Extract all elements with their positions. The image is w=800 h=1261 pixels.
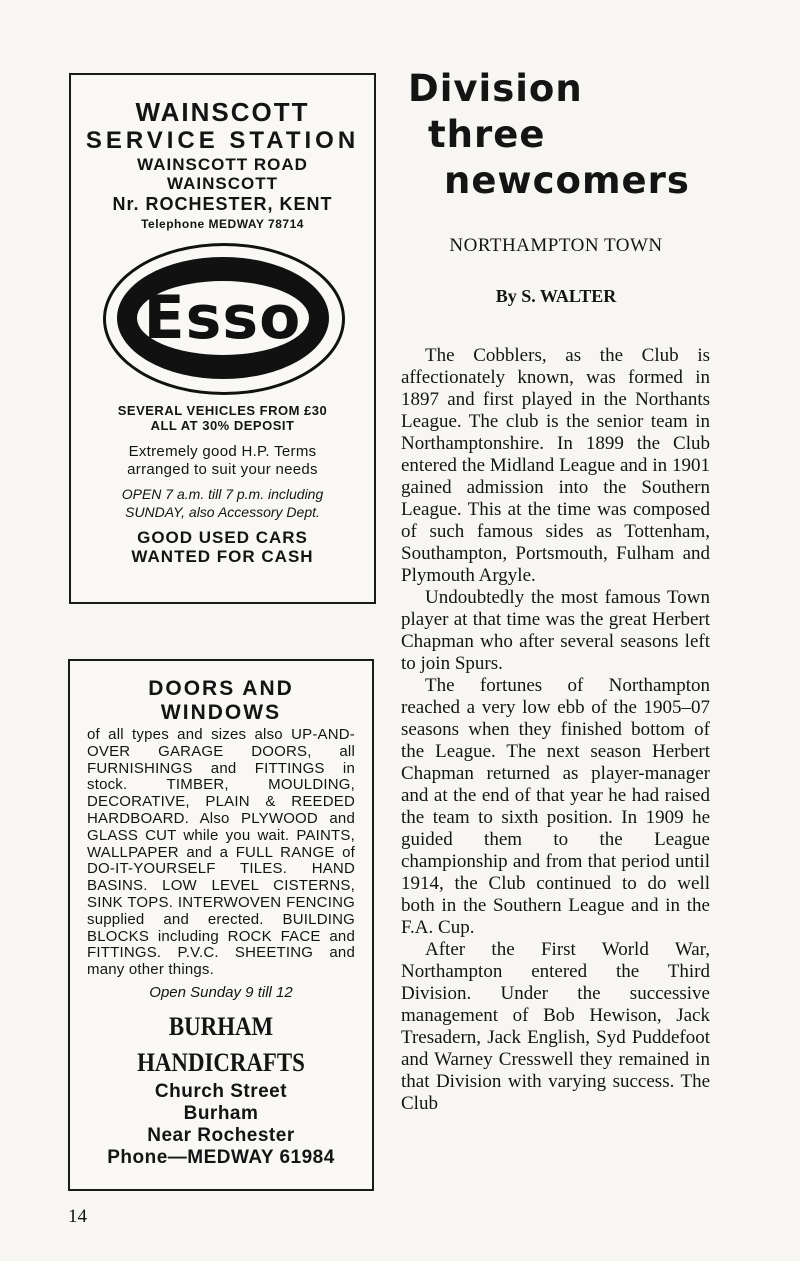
author-byline: By S. WALTER (495, 286, 617, 306)
esso-advertisement (69, 73, 376, 604)
address-line: WAINSCOTT ROAD (137, 155, 308, 174)
headline-line: Division (408, 67, 583, 110)
article-body (401, 345, 710, 1115)
cash-line: WANTED FOR CASH (131, 547, 314, 566)
street-address: Church Street (154, 1080, 288, 1102)
page-number: 14 (68, 1206, 87, 1227)
title-line: DOORS AND (148, 677, 294, 700)
telephone-number: Telephone MEDWAY 78714 (141, 217, 304, 231)
offer-line: ALL AT 30% DEPOSIT (150, 418, 295, 433)
hp-terms (71, 443, 374, 479)
article-paragraph: After the First World War, Northampton entered the Third Division. Under the successive management of Bob Hewison, Jack Tresadern, Jack English, Syd Puddefoot and Warney Cresswell they remained in that Division with varying success. The Club (401, 939, 710, 1114)
hp-line: arranged to suit your needs (127, 461, 318, 478)
article-headline (408, 66, 728, 204)
address-line: Nr. ROCHESTER, KENT (112, 194, 333, 214)
esso-logo (103, 243, 343, 393)
opening-hours: Open Sunday 9 till 12 (149, 983, 293, 1001)
esso-logo-text: Esso (143, 283, 302, 353)
business-name: BURHAM HANDICRAFTS (137, 1011, 305, 1077)
ad-title (70, 677, 372, 725)
hp-line: Extremely good H.P. Terms (128, 443, 317, 460)
burham-advertisement (68, 659, 374, 1191)
phone-number: Phone—MEDWAY 61984 (107, 1146, 335, 1168)
article-paragraph: Undoubtedly the most famous Town player at that time was the great Herbert Chapman who after several seasons left to join Spurs. (401, 587, 710, 674)
town: Burham (183, 1102, 259, 1124)
ad-title: WAINSCOTT (135, 97, 310, 127)
address-line: WAINSCOTT (167, 174, 278, 193)
headline-line: three (428, 113, 546, 156)
vehicle-offer (71, 403, 374, 433)
ad-subtitle: SERVICE STATION (85, 127, 360, 154)
offer-line: SEVERAL VEHICLES FROM £30 (117, 403, 328, 418)
cash-line: GOOD USED CARS (137, 528, 308, 547)
title-line: WINDOWS (160, 701, 282, 724)
headline-line: newcomers (444, 159, 690, 202)
opening-hours (71, 485, 374, 521)
hours-line: SUNDAY, also Accessory Dept. (125, 504, 320, 520)
used-cars-wanted (71, 528, 374, 566)
near-location: Near Rochester (147, 1124, 295, 1146)
ad-body-text: of all types and sizes also UP-AND-OVER GARAGE DOORS, all FURNISHINGS and FITTINGS in stock. TIMBER, MOULDING, DECORATIVE, PLAIN & REEDED HARDBOARD. Also PLYWOOD and GLASS CUT while you wait. PAINTS, WALLPAPER and a FULL RANGE of DO-IT-YOURSELF TILES. HAND BASINS. LOW LEVEL CISTERNS, SINK TOPS. INTERWOVEN FENCING supplied and erected. BUILDING BLOCKS including ROCK FACE and FITTINGS. P.V.C. SHEETING and many other things. (87, 726, 355, 979)
article-paragraph: The Cobblers, as the Club is affectionately known, was formed in 1897 and first played in the Northants League. The club is the senior team in Northamptonshire. In 1899 the Club entered the Midland League and in 1901 gained admission into the Southern League. This at the time was composed of such famous sides as Tottenham, Southampton, Portsmouth, Fulham and Plymouth Argyle. (401, 345, 710, 586)
hours-line: OPEN 7 a.m. till 7 p.m. including (121, 486, 324, 502)
team-name: NORTHAMPTON TOWN (449, 235, 663, 256)
article-paragraph: The fortunes of Northampton reached a very low ebb of the 1905–07 seasons when they finished bottom of the League. The next season Herbert Chapman returned as player-manager and at the end of that year he had raised the team to sixth position. In 1909 he guided them to the League championship and from that period until 1914, the Club continued to do well both in the Southern League and in the F.A. Cup. (401, 675, 710, 938)
